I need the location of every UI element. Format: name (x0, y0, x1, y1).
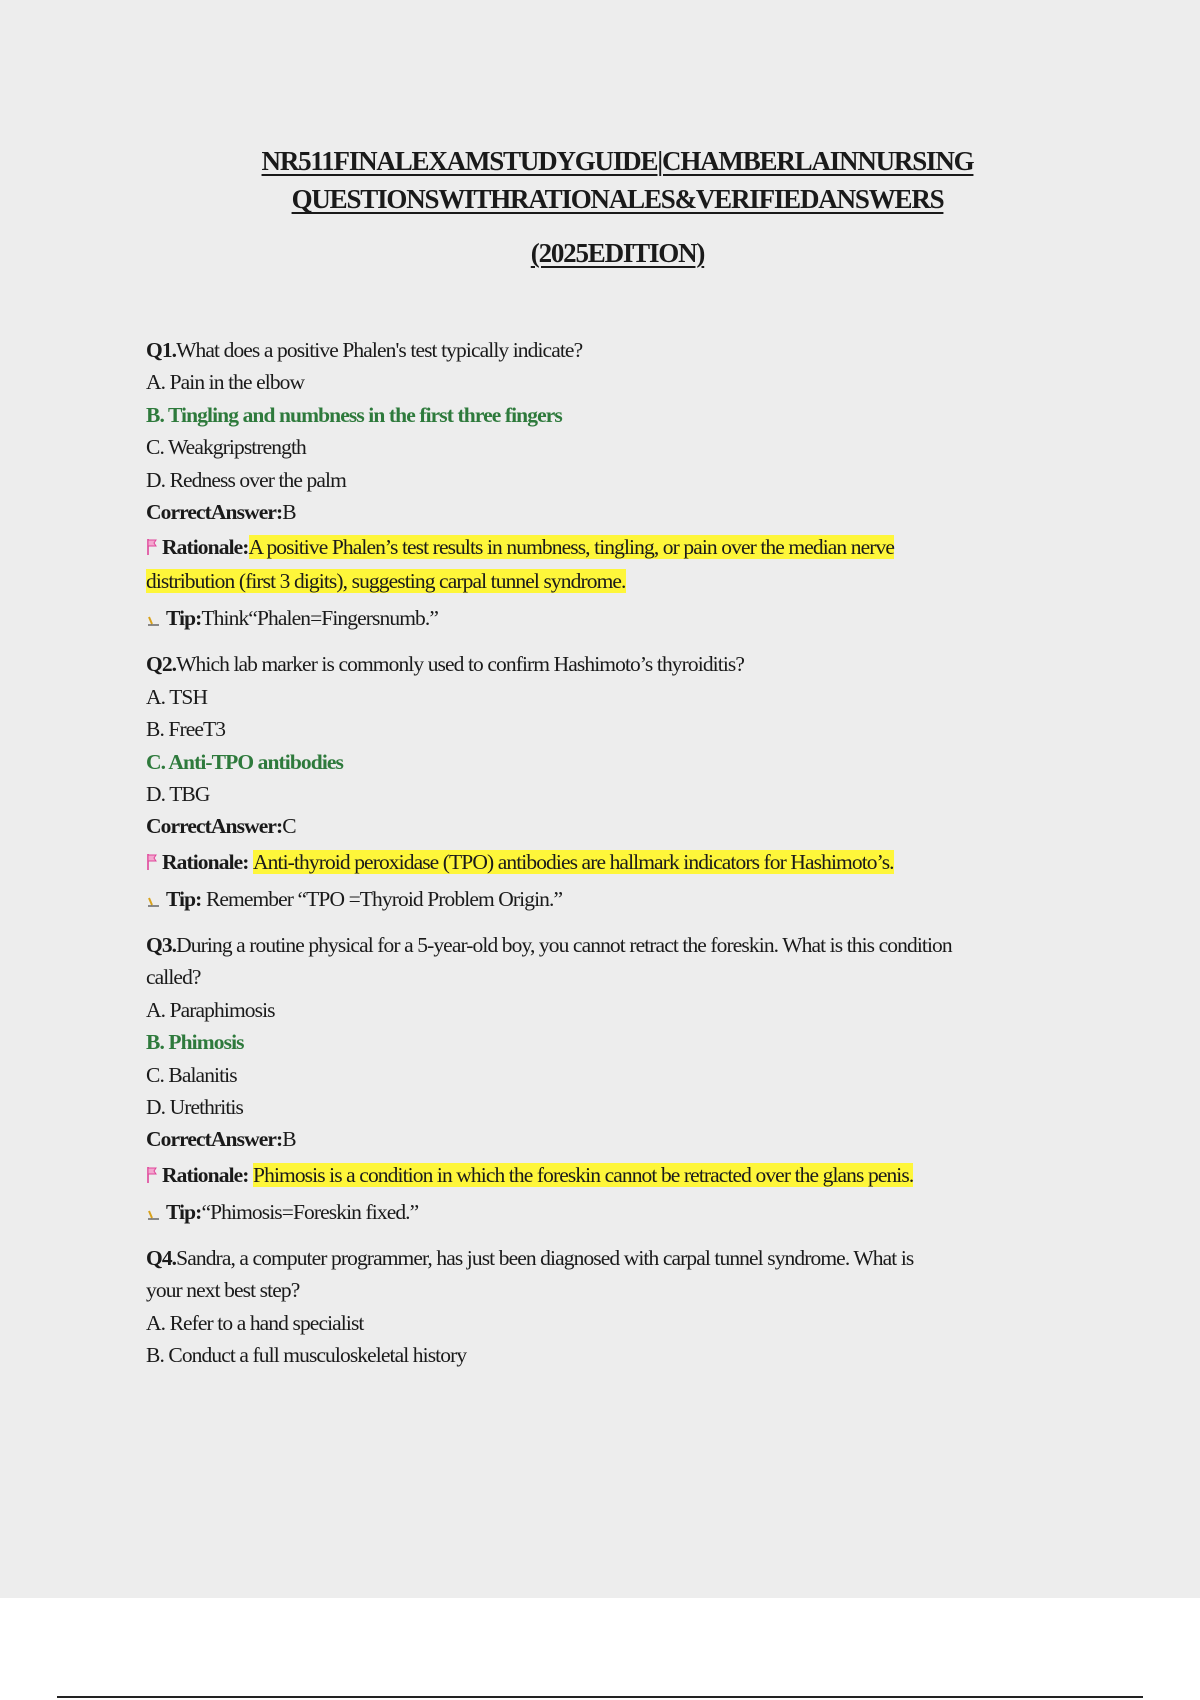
pencil-icon (146, 894, 162, 908)
next-page-top-rule (57, 1696, 1143, 1698)
question-text: Which lab marker is commonly used to confirm Hashimoto’s thyroiditis? (176, 652, 745, 677)
rationale-text-line-1: A positive Phalen’s test results in numbness, tingling, or pain over the median nerve (248, 535, 894, 560)
option-d: D. Redness over the palm (146, 467, 346, 492)
flag-icon (146, 1166, 158, 1184)
rationale-label: Rationale: (162, 849, 249, 874)
option-a: A. Pain in the elbow (146, 370, 305, 395)
question-2 (146, 648, 1106, 914)
question-1 (146, 334, 1106, 634)
question-number: Q3. (146, 932, 177, 957)
option-b-correct: B. Tingling and numbness in the first three fingers (146, 402, 562, 427)
tip-text: Think“Phalen=Fingersnumb.” (201, 606, 438, 631)
rationale-text-line-1: Phimosis is a condition in which the foreskin cannot be retracted over the glans penis. (253, 1162, 914, 1187)
question-text: During a routine physical for a 5-year-old boy, you cannot retract the foreskin. What is this condition (176, 932, 952, 957)
tip-label: Tip: (166, 606, 202, 631)
question-stem-line-2: your next best step? (146, 1278, 300, 1303)
correct-answer-value: B (282, 1127, 296, 1152)
tip-label: Tip: (166, 1199, 202, 1224)
question-number: Q1. (146, 338, 177, 362)
rationale-text-line-1: Anti-thyroid peroxidase (TPO) antibodies are hallmark indicators for Hashimoto’s. (253, 849, 894, 874)
correct-answer (146, 1123, 1106, 1155)
tip (146, 883, 1106, 915)
page-title-line-1: NR511FINALEXAMSTUDYGUIDE|CHAMBERLAINNURSING (261, 146, 974, 176)
option-b-correct: B. Phimosis (146, 1030, 244, 1055)
question-text: Sandra, a computer programmer, has just been diagnosed with carpal tunnel syndrome. What is (176, 1245, 914, 1270)
page-title-line-2: QUESTIONSWITHRATIONALES&VERIFIEDANSWERS (291, 184, 944, 214)
question-stem (146, 1242, 1106, 1274)
rationale (146, 845, 1106, 879)
tip (146, 602, 1106, 634)
correct-answer-label: CorrectAnswer: (146, 1127, 283, 1152)
option-d: D. TBG (146, 782, 210, 807)
document-header (0, 142, 1200, 272)
question-4 (146, 1242, 1106, 1372)
rationale (146, 530, 1106, 598)
tip-label: Tip: (166, 886, 202, 911)
page-gap (0, 1598, 1200, 1700)
correct-answer-label: CorrectAnswer: (146, 814, 283, 839)
question-stem (146, 648, 1106, 680)
tip-text: “Phimosis=Foreskin fixed.” (201, 1199, 419, 1224)
rationale-label: Rationale: (162, 535, 249, 560)
option-a: A. Paraphimosis (146, 997, 275, 1022)
question-stem (146, 929, 1106, 961)
rationale-label: Rationale: (162, 1162, 249, 1187)
page-title-edition: (2025EDITION) (530, 238, 705, 268)
correct-answer-label: CorrectAnswer: (146, 500, 283, 525)
question-number: Q4. (146, 1245, 177, 1270)
option-b: B. Conduct a full musculoskeletal history (146, 1342, 467, 1367)
option-b: B. FreeT3 (146, 717, 226, 742)
correct-answer (146, 810, 1106, 842)
question-3 (146, 929, 1106, 1228)
question-stem (146, 334, 1106, 366)
question-stem-line-2: called? (146, 965, 201, 990)
correct-answer (146, 496, 1106, 528)
option-d: D. Urethritis (146, 1094, 243, 1119)
question-text: What does a positive Phalen's test typically indicate? (176, 338, 583, 362)
pencil-icon (146, 1207, 162, 1221)
questions-list (146, 334, 1106, 1385)
correct-answer-value: B (282, 500, 296, 525)
flag-icon (146, 538, 158, 556)
correct-answer-value: C (282, 814, 296, 839)
tip-text: Remember “TPO =Thyroid Problem Origin.” (205, 886, 563, 911)
option-c: C. Weakgripstrength (146, 435, 306, 460)
pencil-icon (146, 613, 162, 627)
flag-icon (146, 853, 158, 871)
option-a: A. Refer to a hand specialist (146, 1310, 364, 1335)
rationale-text-line-2: distribution (first 3 digits), suggesting carpal tunnel syndrome. (146, 569, 626, 594)
rationale (146, 1158, 1106, 1192)
option-c: C. Balanitis (146, 1062, 237, 1087)
option-c-correct: C. Anti-TPO antibodies (146, 749, 344, 774)
question-number: Q2. (146, 652, 177, 677)
tip (146, 1196, 1106, 1228)
option-a: A. TSH (146, 684, 208, 709)
